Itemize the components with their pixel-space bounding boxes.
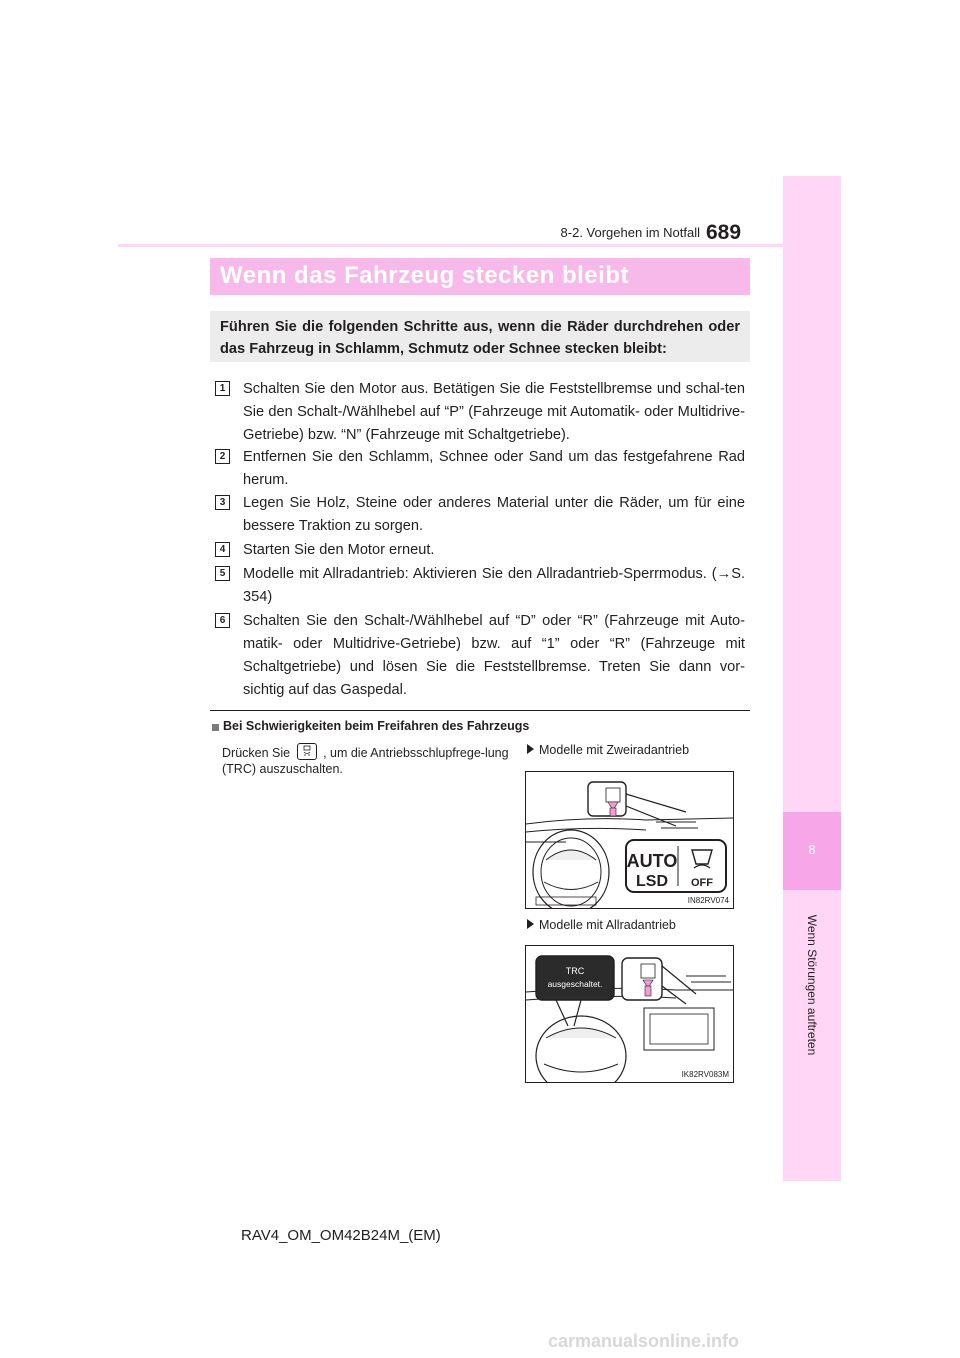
chapter-number: 8 [808, 842, 816, 857]
step-number-5: 5 [215, 566, 230, 581]
model-label-4wd-text: Modelle mit Allradantrieb [539, 918, 676, 932]
step-text-6: Schalten Sie den Schalt-/Wählhebel auf “D” oder “R” (Fahrzeuge mit Auto-matik- oder Multidrive-Getriebe) bzw. auf “1” oder “R” (Fahrzeuge mit Schaltgetriebe) und lösen Sie die Feststellbremse. Treten Sie dann vor-sichtig auf das Gaspedal. [243, 613, 745, 698]
trc-instruction [222, 743, 512, 777]
document-code: RAV4_OM_OM42B24M_(EM) [241, 1227, 441, 1244]
section-divider [210, 710, 750, 711]
step-text-4: Starten Sie den Motor erneut. [243, 542, 435, 558]
model-label-4wd [527, 918, 676, 932]
auto-label: AUTO [626, 851, 678, 871]
step-text-5: Modelle mit Allradantrieb: Aktivieren Sie den Allradantrieb-Sperrmodus. (→S. 354) [243, 566, 745, 605]
intro-text: Führen Sie die folgenden Schritte aus, wenn die Räder durchdrehen oder das Fahrzeug in Schlamm, Schmutz oder Schnee stecken bleibt: [220, 319, 740, 357]
watermark: carmanualsonline.info [548, 1331, 740, 1351]
lsd-label: LSD [636, 873, 668, 890]
step-number-2: 2 [215, 449, 230, 464]
triangle-bullet-icon [527, 744, 534, 754]
press-before-text: Drücken Sie [222, 746, 291, 760]
figure-2wd-dashboard [525, 771, 734, 909]
triangle-bullet-icon [527, 919, 534, 929]
dashboard-4wd-illustration [526, 946, 733, 1082]
dashboard-2wd-illustration [526, 772, 733, 908]
trc-display-line1: TRC [565, 966, 585, 976]
off-label: OFF [691, 877, 713, 889]
figure-code-2wd: IN82RV074 [687, 896, 729, 905]
trc-display-line2: ausgeschaltet. [547, 979, 603, 989]
figure-code-4wd: IK82RV083M [681, 1070, 729, 1079]
step-text-1: Schalten Sie den Motor aus. Betätigen Sie die Feststellbremse und schal-ten Sie den Schalt-/Wählhebel auf “P” (Fahrzeuge mit Automatik- oder Multidrive-Getriebe) bzw. “N” (Fahrzeuge mit Schaltgetriebe). [243, 381, 745, 443]
model-label-2wd [527, 743, 689, 757]
step-number-6: 6 [215, 613, 230, 628]
page-title: Wenn das Fahrzeug stecken bleibt [220, 262, 629, 289]
step-text-2: Entfernen Sie den Schlamm, Schnee oder Sand um das festgefahrene Rad herum. [243, 449, 745, 488]
step-number-3: 3 [215, 495, 230, 510]
header-rule [118, 244, 841, 247]
step-text-3: Legen Sie Holz, Steine oder anderes Material unter die Räder, um für eine bessere Traktion zu sorgen. [243, 495, 745, 534]
chapter-title: Wenn Störungen auftreten [805, 914, 819, 1056]
figure-4wd-dashboard [525, 945, 734, 1083]
step-number-4: 4 [215, 542, 230, 557]
section-label: 8-2. Vorgehen im Notfall [560, 225, 700, 240]
subsection-heading: Bei Schwierigkeiten beim Freifahren des Fahrzeugs [223, 719, 530, 733]
page-number: 689 [706, 221, 742, 244]
press-after-text: , um die Antriebsschlupfrege-lung (TRC) auszuschalten. [222, 746, 509, 776]
square-bullet-icon [212, 724, 219, 731]
step-number-1: 1 [215, 381, 230, 396]
model-label-2wd-text: Modelle mit Zweiradantrieb [539, 743, 690, 757]
trc-off-switch-icon [297, 743, 317, 760]
